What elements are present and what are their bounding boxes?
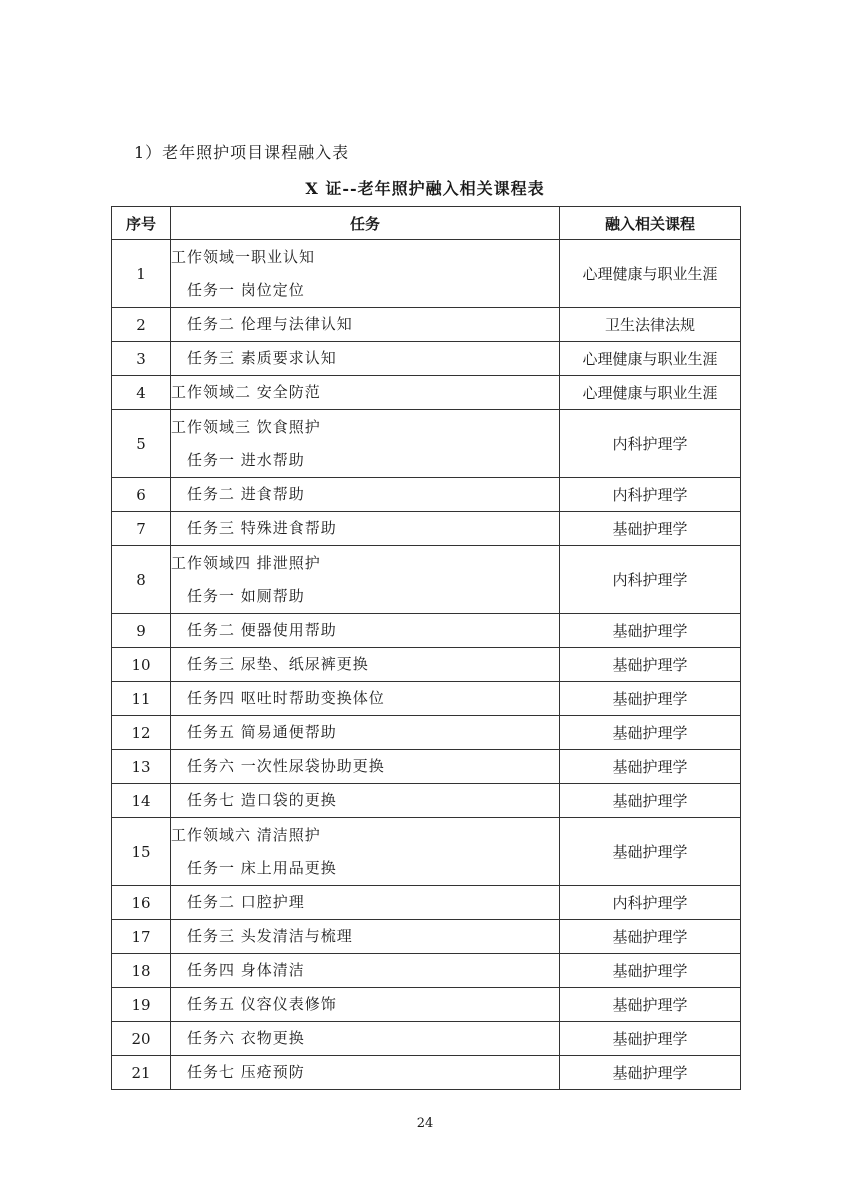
related-course: 基础护理学 <box>560 716 741 750</box>
task-cell <box>171 818 560 886</box>
table-row <box>112 682 741 716</box>
task-cell <box>171 478 560 512</box>
task-cell <box>171 1056 560 1090</box>
task-label: 任务一 岗位定位 <box>187 280 305 299</box>
table-row <box>112 342 741 376</box>
task-label: 任务二 口腔护理 <box>187 893 305 911</box>
table-row <box>112 716 741 750</box>
task-cell <box>171 988 560 1022</box>
related-course: 心理健康与职业生涯 <box>560 342 741 376</box>
task-label: 任务七 压疮预防 <box>187 1063 305 1081</box>
task-cell <box>171 1022 560 1056</box>
related-course: 内科护理学 <box>560 410 741 478</box>
row-number: 1 <box>112 240 171 308</box>
task-label: 任务五 简易通便帮助 <box>187 723 337 741</box>
page-number: 24 <box>416 1116 434 1131</box>
row-number: 13 <box>112 750 171 784</box>
task-label: 任务三 头发清洁与梳理 <box>187 927 353 945</box>
row-number: 15 <box>112 818 171 886</box>
related-course: 基础护理学 <box>560 988 741 1022</box>
row-number: 16 <box>112 886 171 920</box>
related-course: 心理健康与职业生涯 <box>560 240 741 308</box>
row-number: 6 <box>112 478 171 512</box>
related-course: 内科护理学 <box>560 478 741 512</box>
task-cell <box>171 546 560 614</box>
task-cell <box>171 376 560 410</box>
task-cell <box>171 410 560 478</box>
column-header-course: 融入相关课程 <box>560 207 741 240</box>
table-row <box>112 478 741 512</box>
task-cell <box>171 512 560 546</box>
task-cell <box>171 240 560 308</box>
work-domain-label: 工作领域三 饮食照护 <box>171 417 321 436</box>
task-label: 任务一 床上用品更换 <box>187 858 337 877</box>
table-row <box>112 410 741 478</box>
table-row <box>112 376 741 410</box>
related-course: 基础护理学 <box>560 512 741 546</box>
section-heading: 1）老年照护项目课程融入表 <box>134 143 350 162</box>
related-course: 基础护理学 <box>560 920 741 954</box>
row-number: 8 <box>112 546 171 614</box>
table-row <box>112 920 741 954</box>
related-course: 基础护理学 <box>560 1056 741 1090</box>
task-label: 任务二 便器使用帮助 <box>187 621 337 639</box>
task-cell <box>171 648 560 682</box>
task-cell <box>171 614 560 648</box>
task-cell <box>171 750 560 784</box>
column-header-task: 任务 <box>171 207 560 240</box>
task-cell <box>171 920 560 954</box>
related-course: 基础护理学 <box>560 954 741 988</box>
task-label: 任务一 进水帮助 <box>187 450 305 469</box>
table-row <box>112 240 741 308</box>
column-header-no: 序号 <box>112 207 171 240</box>
related-course: 卫生法律法规 <box>560 308 741 342</box>
table-row <box>112 308 741 342</box>
table-header-row <box>112 207 741 240</box>
task-label: 任务四 呕吐时帮助变换体位 <box>187 689 385 707</box>
table-row <box>112 512 741 546</box>
task-label: 任务三 尿垫、纸尿裤更换 <box>187 655 369 673</box>
row-number: 11 <box>112 682 171 716</box>
work-domain-label: 工作领域六 清洁照护 <box>171 825 321 844</box>
task-label: 任务五 仪容仪表修饰 <box>187 995 337 1013</box>
row-number: 17 <box>112 920 171 954</box>
table-row <box>112 1022 741 1056</box>
task-label: 任务四 身体清洁 <box>187 961 305 979</box>
row-number: 9 <box>112 614 171 648</box>
task-label: 任务七 造口袋的更换 <box>187 791 337 809</box>
related-course: 内科护理学 <box>560 886 741 920</box>
work-domain-label: 工作领域一职业认知 <box>171 247 316 266</box>
table-row <box>112 818 741 886</box>
table-row <box>112 954 741 988</box>
related-course: 内科护理学 <box>560 546 741 614</box>
table-row <box>112 1056 741 1090</box>
table-body <box>112 240 741 1090</box>
row-number: 5 <box>112 410 171 478</box>
row-number: 14 <box>112 784 171 818</box>
task-cell <box>171 682 560 716</box>
related-course: 基础护理学 <box>560 818 741 886</box>
row-number: 19 <box>112 988 171 1022</box>
task-label: 任务三 特殊进食帮助 <box>187 519 337 537</box>
task-label: 任务一 如厕帮助 <box>187 586 305 605</box>
row-number: 21 <box>112 1056 171 1090</box>
table-row <box>112 886 741 920</box>
task-cell <box>171 784 560 818</box>
task-cell <box>171 308 560 342</box>
row-number: 4 <box>112 376 171 410</box>
related-course: 基础护理学 <box>560 648 741 682</box>
row-number: 10 <box>112 648 171 682</box>
related-course: 基础护理学 <box>560 784 741 818</box>
related-course: 基础护理学 <box>560 750 741 784</box>
row-number: 20 <box>112 1022 171 1056</box>
related-course: 基础护理学 <box>560 682 741 716</box>
task-cell <box>171 954 560 988</box>
task-label: 任务二 伦理与法律认知 <box>187 315 353 333</box>
table-row <box>112 614 741 648</box>
related-course: 基础护理学 <box>560 614 741 648</box>
table-row <box>112 750 741 784</box>
table-title: X 证--老年照护融入相关课程表 <box>305 179 545 198</box>
row-number: 7 <box>112 512 171 546</box>
task-cell <box>171 342 560 376</box>
row-number: 18 <box>112 954 171 988</box>
task-label: 任务三 素质要求认知 <box>187 349 337 367</box>
work-domain-label: 工作领域二 安全防范 <box>171 383 321 401</box>
row-number: 2 <box>112 308 171 342</box>
task-cell <box>171 886 560 920</box>
table-row <box>112 784 741 818</box>
course-table <box>111 206 741 1090</box>
table-row <box>112 988 741 1022</box>
task-label: 任务六 衣物更换 <box>187 1029 305 1047</box>
row-number: 12 <box>112 716 171 750</box>
task-cell <box>171 716 560 750</box>
work-domain-label: 工作领域四 排泄照护 <box>171 553 321 572</box>
task-label: 任务六 一次性尿袋协助更换 <box>187 757 385 775</box>
task-label: 任务二 进食帮助 <box>187 485 305 503</box>
row-number: 3 <box>112 342 171 376</box>
related-course: 基础护理学 <box>560 1022 741 1056</box>
table-row <box>112 546 741 614</box>
table-row <box>112 648 741 682</box>
related-course: 心理健康与职业生涯 <box>560 376 741 410</box>
